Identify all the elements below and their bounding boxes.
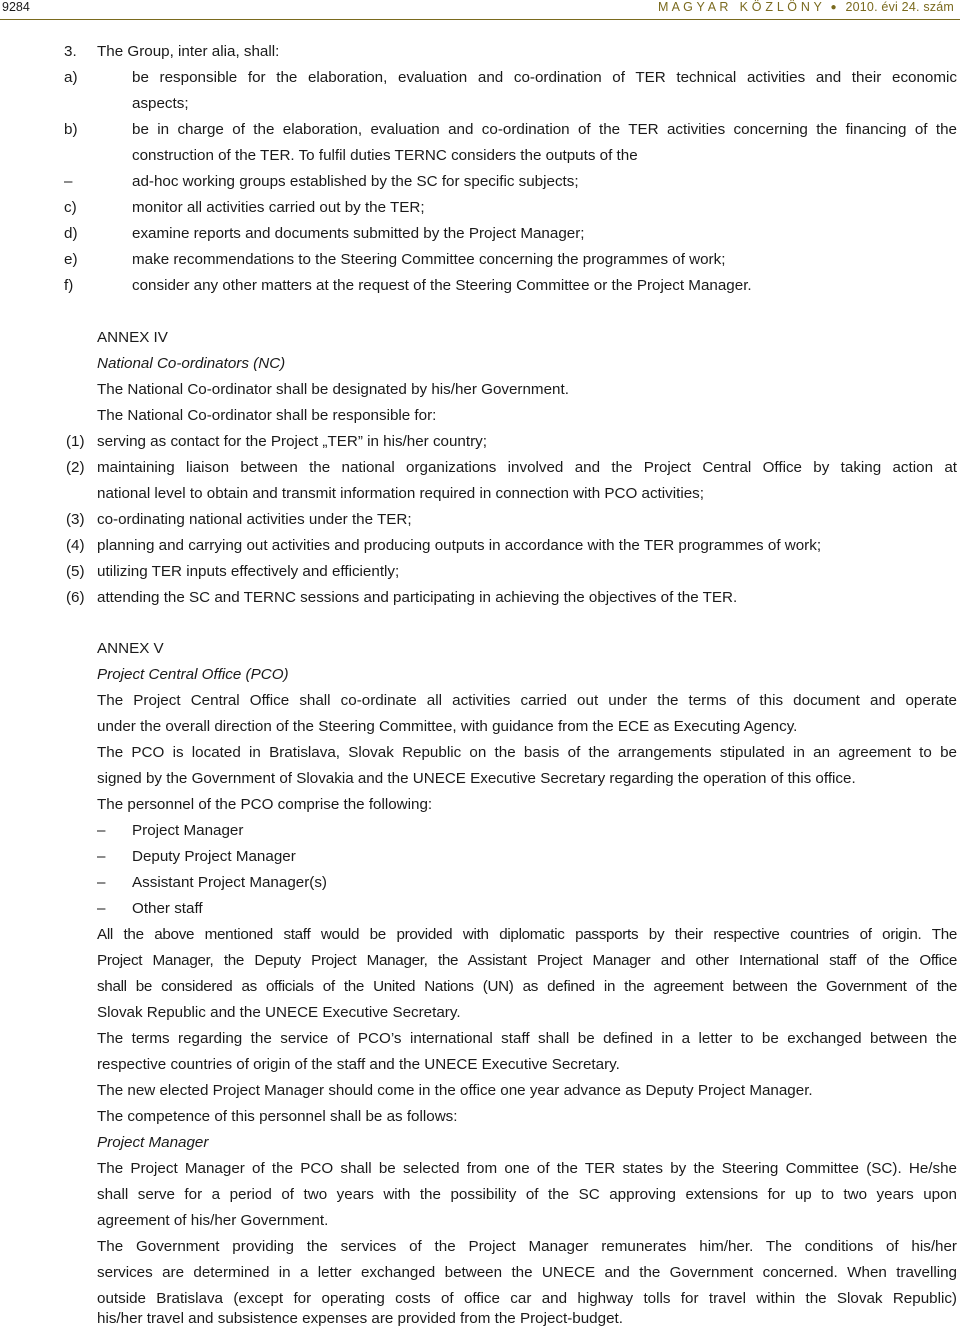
item-label-c: c) bbox=[64, 199, 77, 216]
pco-paragraph-1-line-1: The Project Central Office shall co-ordinate all activities carried out under the terms of this document and operate bbox=[97, 692, 957, 709]
pm-paragraph-2-line-2: services are determined in a letter exchanged between the UNECE and the Government concerned. When travelling bbox=[97, 1264, 957, 1281]
section-number: 3. bbox=[64, 43, 77, 60]
staff-dash: – bbox=[97, 848, 106, 865]
item-label-d: d) bbox=[64, 225, 78, 242]
pco-paragraph-5-line-1: The terms regarding the service of PCO’s international staff shall be defined in a letter to be exchanged between the bbox=[97, 1030, 957, 1047]
item-label-f: f) bbox=[64, 277, 74, 294]
staff-item: Other staff bbox=[132, 900, 203, 917]
pco-paragraph-3: The personnel of the PCO comprise the following: bbox=[97, 796, 433, 813]
pco-paragraph-4-line-4: Slovak Republic and the UNECE Executive Secretary. bbox=[97, 1004, 461, 1021]
nc-item-4-line: planning and carrying out activities and producing outputs in accordance with the TER programmes of work; bbox=[97, 537, 822, 554]
header-rule bbox=[0, 19, 960, 20]
annex-iv-subtitle: National Co-ordinators (NC) bbox=[97, 355, 286, 372]
nc-item-6-line: attending the SC and TERNC sessions and participating in achieving the objectives of the TER. bbox=[97, 589, 738, 606]
item-label-a: a) bbox=[64, 69, 78, 86]
pco-paragraph-5-line-2: respective countries of origin of the staff and the UNECE Executive Secretary. bbox=[97, 1056, 620, 1073]
nc-item-label-3: (3) bbox=[66, 511, 85, 528]
pm-paragraph-2-line-4: his/her travel and subsistence expenses are provided from the Project-budget. bbox=[97, 1310, 623, 1327]
pm-paragraph-1-line-2: shall serve for a period of two years with the possibility of the SC approving extensions for up to two years upon bbox=[97, 1186, 957, 1203]
item-a-line-1: be responsible for the elaboration, evaluation and co-ordination of TER technical activities and their economic bbox=[132, 69, 957, 86]
staff-item: Deputy Project Manager bbox=[132, 848, 296, 865]
annex-iv-paragraph-1: The National Co-ordinator shall be designated by his/her Government. bbox=[97, 381, 569, 398]
nc-item-label-5: (5) bbox=[66, 563, 85, 580]
nc-item-3-line: co-ordinating national activities under the TER; bbox=[97, 511, 412, 528]
nc-item-label-6: (6) bbox=[66, 589, 85, 606]
bullet-separator-icon: ● bbox=[830, 2, 837, 13]
nc-item-label-1: (1) bbox=[66, 433, 85, 450]
item-label-e: e) bbox=[64, 251, 78, 268]
item-label-b: b) bbox=[64, 121, 78, 138]
pco-paragraph-4-line-2: Project Manager, the Deputy Project Manager, the Assistant Project Manager and other International staff of the Office bbox=[97, 952, 957, 969]
nc-item-2-line-2: national level to obtain and transmit information required in connection with PCO activities; bbox=[97, 485, 704, 502]
section-intro: The Group, inter alia, shall: bbox=[97, 43, 280, 60]
annex-v-subtitle: Project Central Office (PCO) bbox=[97, 666, 289, 683]
pco-paragraph-7: The competence of this personnel shall be as follows: bbox=[97, 1108, 458, 1125]
pco-paragraph-2-line-1: The PCO is located in Bratislava, Slovak Republic on the basis of the arrangements stipulated in an agreement to be bbox=[97, 744, 957, 761]
dash-bullet: – bbox=[64, 173, 73, 190]
nc-item-2-line-1: maintaining liaison between the national organizations involved and the Project Central Office by taking action at bbox=[97, 459, 957, 476]
issue-label: 2010. évi 24. szám bbox=[845, 0, 954, 14]
pm-paragraph-2-line-1: The Government providing the services of the Project Manager remunerates him/her. The conditions of his/her bbox=[97, 1238, 957, 1255]
annex-iv-title: ANNEX IV bbox=[97, 329, 168, 346]
item-e-line: make recommendations to the Steering Committee concerning the programmes of work; bbox=[132, 251, 726, 268]
pm-paragraph-1-line-3: agreement of his/her Government. bbox=[97, 1212, 329, 1229]
journal-info bbox=[658, 0, 954, 14]
pco-paragraph-4-line-1: All the above mentioned staff would be provided with diplomatic passports by their respective countries of origin. The bbox=[97, 926, 957, 943]
nc-item-label-4: (4) bbox=[66, 537, 85, 554]
pco-paragraph-6: The new elected Project Manager should come in the office one year advance as Deputy Project Manager. bbox=[97, 1082, 813, 1099]
staff-item: Assistant Project Manager(s) bbox=[132, 874, 327, 891]
journal-title: M A G Y A R K Ö Z L Ö N Y bbox=[658, 0, 822, 14]
running-header bbox=[0, 0, 960, 19]
staff-dash: – bbox=[97, 874, 106, 891]
pm-paragraph-2-line-3: outside Bratislava (except for operating costs of office car and highway tolls for travel within the Slovak Republic) bbox=[97, 1290, 957, 1307]
item-f-line: consider any other matters at the request of the Steering Committee or the Project Manager. bbox=[132, 277, 752, 294]
item-a-line-2: aspects; bbox=[132, 95, 189, 112]
dash-item-line: ad-hoc working groups established by the SC for specific subjects; bbox=[132, 173, 579, 190]
item-d-line: examine reports and documents submitted by the Project Manager; bbox=[132, 225, 585, 242]
annex-iv-paragraph-2: The National Co-ordinator shall be responsible for: bbox=[97, 407, 437, 424]
pm-paragraph-1-line-1: The Project Manager of the PCO shall be selected from one of the TER states by the Steering Committee (SC). He/she bbox=[97, 1160, 957, 1177]
pco-paragraph-2-line-2: signed by the Government of Slovakia and the UNECE Executive Secretary regarding the operation of this office. bbox=[97, 770, 856, 787]
annex-v-title: ANNEX V bbox=[97, 640, 164, 657]
staff-dash: – bbox=[97, 900, 106, 917]
staff-dash: – bbox=[97, 822, 106, 839]
item-b-line-1: be in charge of the elaboration, evaluation and co-ordination of the TER activities concerning the financing of the bbox=[132, 121, 957, 138]
nc-item-5-line: utilizing TER inputs effectively and efficiently; bbox=[97, 563, 400, 580]
item-c-line: monitor all activities carried out by the TER; bbox=[132, 199, 425, 216]
page-number: 9284 bbox=[2, 0, 30, 14]
project-manager-heading: Project Manager bbox=[97, 1134, 209, 1151]
item-b-line-2: construction of the TER. To fulfil duties TERNC considers the outputs of the bbox=[132, 147, 638, 164]
pco-paragraph-4-line-3: shall be considered as officials of the United Nations (UN) as defined in the agreement between the Government of the bbox=[97, 978, 957, 995]
staff-item: Project Manager bbox=[132, 822, 244, 839]
nc-item-1-line: serving as contact for the Project „TER” in his/her country; bbox=[97, 433, 487, 450]
pco-paragraph-1-line-2: under the overall direction of the Steering Committee, with guidance from the ECE as Executing Agency. bbox=[97, 718, 798, 735]
nc-item-label-2: (2) bbox=[66, 459, 85, 476]
